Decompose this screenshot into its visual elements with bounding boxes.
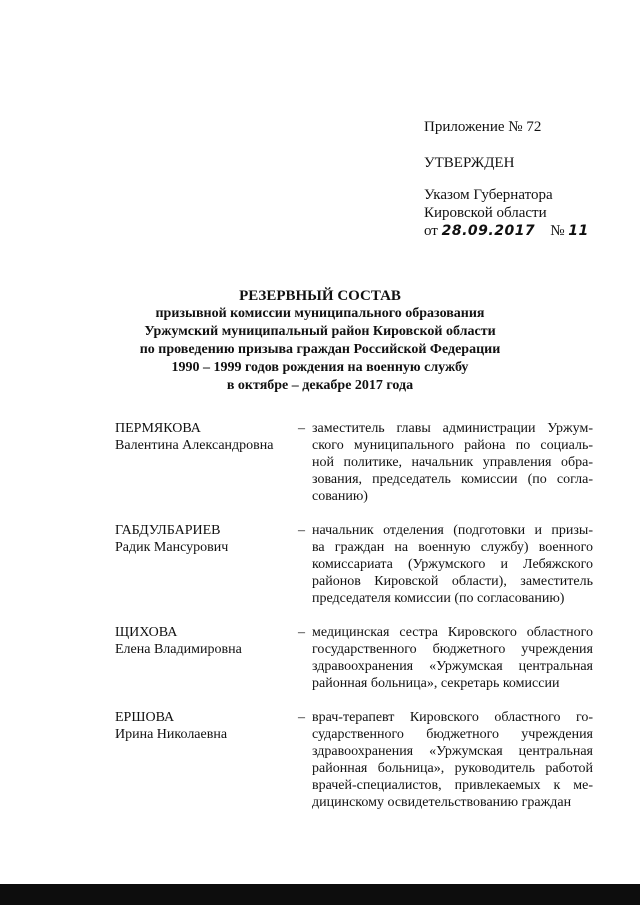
- member-entry: [115, 624, 593, 692]
- decree-date-line: [424, 222, 589, 240]
- member-name: [115, 522, 298, 607]
- document-title: [80, 287, 560, 395]
- desc-line: комиссариата (Уржумского и Лебяжского: [312, 557, 593, 572]
- member-dash: –: [298, 523, 305, 538]
- member-dash: –: [298, 625, 305, 640]
- desc-line: ва граждан на военную службу) военного: [312, 540, 593, 555]
- member-dash: –: [298, 421, 305, 436]
- desc-line: ского муниципального района по социаль-: [312, 438, 593, 453]
- desc-line: начальник отделения (подготовки и призы-: [312, 523, 593, 538]
- member-description: [312, 624, 593, 692]
- title-main: РЕЗЕРВНЫЙ СОСТАВ: [239, 288, 401, 304]
- desc-line: сованию): [312, 489, 368, 504]
- member-entry: [115, 420, 593, 505]
- desc-line: государственного бюджетного учреждения: [312, 642, 593, 657]
- member-entry: [115, 522, 593, 607]
- decree-line-2: Кировской области: [424, 205, 547, 221]
- member-given-name: Елена Владимировна: [115, 642, 242, 657]
- title-line: в октябре – декабре 2017 года: [226, 378, 414, 393]
- desc-line: председателя комиссии (по согласованию): [312, 591, 565, 606]
- scan-edge-bar: [0, 884, 640, 905]
- member-name: [115, 624, 298, 692]
- handwritten-date: 28.09.2017: [441, 223, 536, 239]
- desc-line: врачей-специалистов, привлекаемых к ме-: [312, 778, 593, 793]
- title-line: 1990 – 1999 годов рождения на военную службу: [171, 360, 469, 375]
- desc-line: районов Кировской области), заместитель: [312, 574, 593, 589]
- member-description: [312, 420, 593, 505]
- approved-label: УТВЕРЖДЕН: [424, 155, 515, 171]
- member-given-name: Валентина Александровна: [115, 438, 274, 453]
- member-given-name: Ирина Николаевна: [115, 727, 228, 742]
- desc-line: зования, председатель комиссии (по согла-: [312, 472, 593, 487]
- member-description: [312, 709, 593, 811]
- desc-line: ной политике, начальник управления обра-: [312, 455, 593, 470]
- members-list: [115, 420, 593, 811]
- member-description: [312, 522, 593, 607]
- number-prefix: №: [550, 223, 565, 239]
- handwritten-number: 11: [568, 223, 589, 239]
- desc-line: здравоохранения «Уржумская центральная: [312, 659, 593, 674]
- desc-line: врач-терапевт Кировского областного го-: [312, 710, 593, 725]
- desc-line: дицинскому освидетельствованию граждан: [312, 795, 572, 810]
- desc-line: сударственного бюджетного учреждения: [312, 727, 593, 742]
- member-entry: [115, 709, 593, 811]
- desc-line: районная больница», секретарь комиссии: [312, 676, 560, 691]
- approval-block: [424, 118, 589, 240]
- member-name: [115, 709, 298, 811]
- member-dash: –: [298, 710, 305, 725]
- decree-line-1: Указом Губернатора: [424, 187, 553, 203]
- title-line: призывной комиссии муниципального образования: [155, 306, 485, 321]
- member-surname: ЕРШОВА: [115, 710, 175, 725]
- date-prefix: от: [424, 223, 438, 239]
- desc-line: районная больница», руководитель работой: [312, 761, 593, 776]
- desc-line: заместитель главы администрации Уржум-: [312, 421, 593, 436]
- member-surname: ПЕРМЯКОВА: [115, 421, 201, 436]
- member-name: [115, 420, 298, 505]
- desc-line: медицинская сестра Кировского областного: [312, 625, 593, 640]
- member-surname: ГАБДУЛБАРИЕВ: [115, 523, 221, 538]
- title-line: Уржумский муниципальный район Кировской области: [144, 324, 496, 339]
- member-given-name: Радик Мансурович: [115, 540, 229, 555]
- desc-line: здравоохранения «Уржумская центральная: [312, 744, 593, 759]
- appendix-number: Приложение № 72: [424, 119, 542, 135]
- member-surname: ЩИХОВА: [115, 625, 178, 640]
- title-line: по проведению призыва граждан Российской Федерации: [139, 342, 501, 357]
